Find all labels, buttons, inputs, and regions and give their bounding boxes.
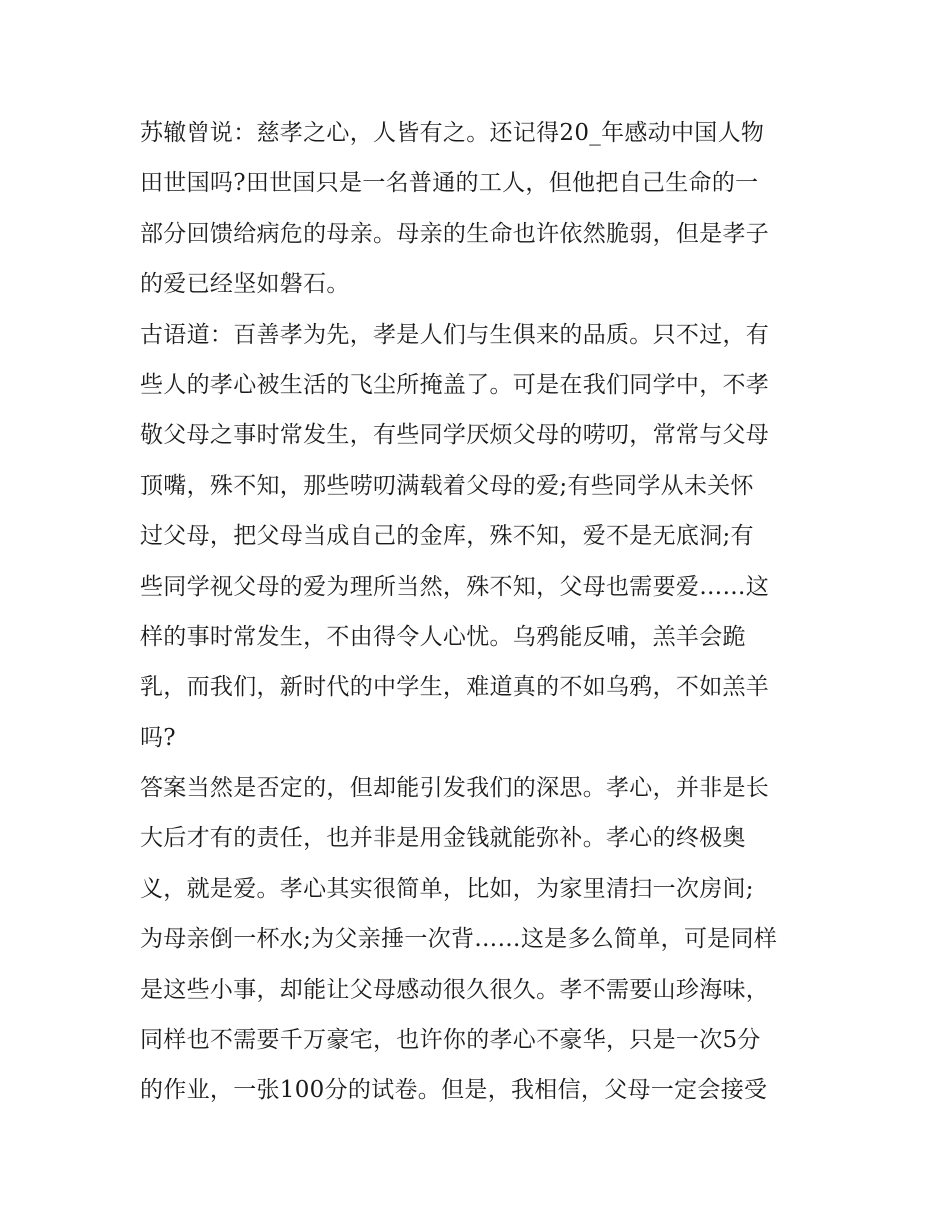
text-line: 大后才有的责任，也并非是用金钱就能弥补。孝心的终极奥 (140, 825, 746, 852)
text-line: 敬父母之事时常发生，有些同学厌烦父母的唠叨，常常与父母 (140, 422, 770, 449)
text-line: 同样也不需要千万豪宅，也许你的孝心不豪华，只是一次5分 (140, 1027, 761, 1054)
text-line: 过父母，把父母当成自己的金库，殊不知，爱不是无底洞;有 (140, 523, 754, 550)
document-body (140, 108, 820, 1116)
text-line: 的作业，一张100分的试卷。但是，我相信，父母一定会接受 (140, 1077, 768, 1104)
text-line: 古语道：百善孝为先，孝是人们与生俱来的品质。只不过，有 (140, 321, 770, 348)
text-line: 为母亲倒一杯水;为父亲捶一次背……这是多么简单，可是同样 (140, 926, 778, 953)
text-line: 是这些小事，却能让父母感动很久很久。孝不需要山珍海味， (140, 976, 770, 1003)
text-line: 田世国吗?田世国只是一名普通的工人，但他把自己生命的一 (140, 170, 759, 197)
text-line: 乳，而我们，新时代的中学生，难道真的不如乌鸦，不如羔羊 (140, 674, 770, 701)
text-line: 吗? (140, 724, 176, 751)
text-line: 些同学视父母的爱为理所当然，殊不知，父母也需要爱……这 (140, 573, 770, 600)
text-line: 些人的孝心被生活的飞尘所掩盖了。可是在我们同学中，不孝 (140, 371, 770, 398)
text-line: 部分回馈给病危的母亲。母亲的生命也许依然脆弱，但是孝子 (140, 220, 770, 247)
text-line: 样的事时常发生，不由得令人心忧。乌鸦能反哺，羔羊会跪 (140, 623, 746, 650)
text-line: 答案当然是否定的，但却能引发我们的深思。孝心，并非是长 (140, 775, 770, 802)
text-line: 的爱已经坚如磐石。 (140, 271, 350, 298)
text-line: 苏辙曾说：慈孝之心，人皆有之。还记得20_年感动中国人物 (140, 120, 765, 146)
text-line: 顶嘴，殊不知，那些唠叨满载着父母的爱;有些同学从未关怀 (140, 472, 754, 499)
text-line: 义，就是爱。孝心其实很简单，比如，为家里清扫一次房间; (140, 875, 754, 902)
